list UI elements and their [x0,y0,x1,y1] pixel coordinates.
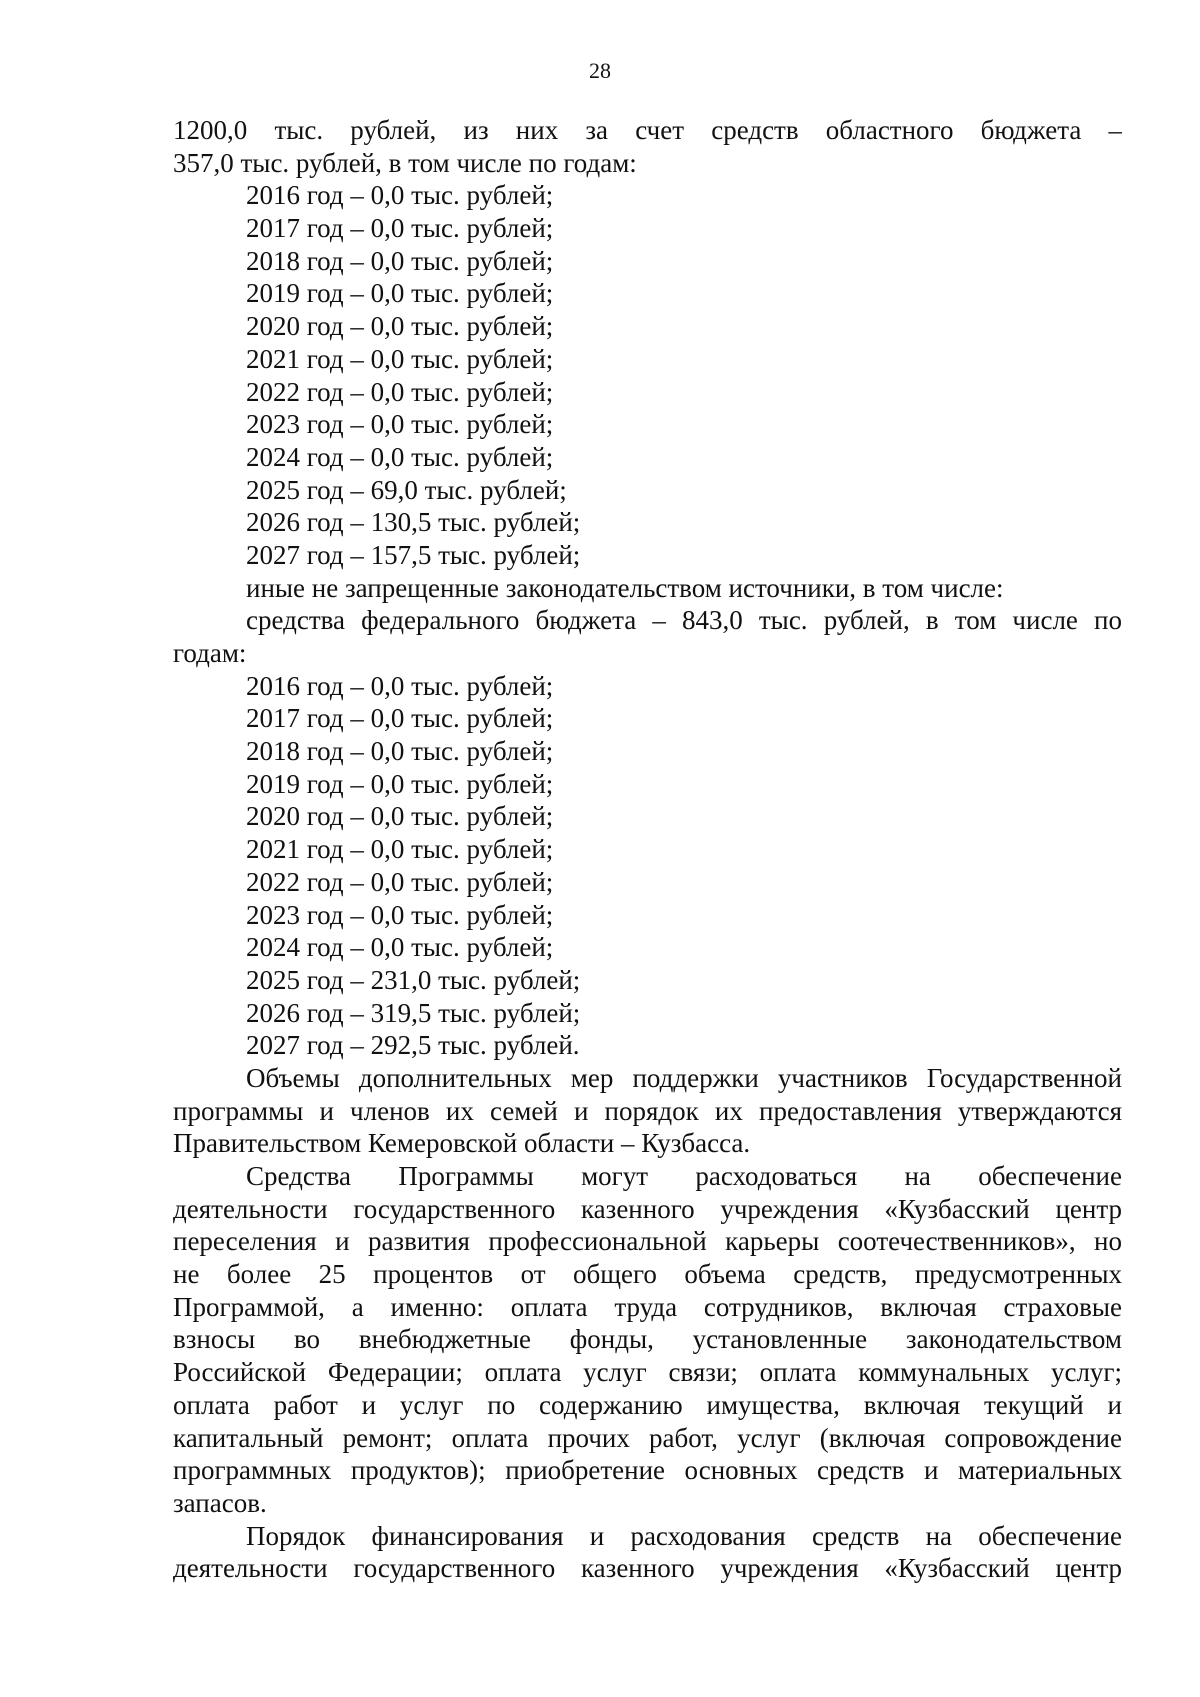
text-line: программы и членов их семей и порядок их предоставления утверждаются [173,1095,1122,1126]
text-line: Российской Федерации; оплата услуг связи; оплата коммунальных услуг; [173,1357,1122,1388]
text-line: 2020 год – 0,0 тыс. рублей; [246,311,554,342]
text-line: иные не запрещенные законодательством источники, в том числе: [246,572,1004,603]
text-line: 357,0 тыс. рублей, в том числе по годам: [173,147,637,178]
text-line: 2018 год – 0,0 тыс. рублей; [246,736,554,767]
text-line: 2023 год – 0,0 тыс. рублей; [246,409,554,440]
text-line: переселения и развития профессиональной карьеры соотечественников», но [173,1226,1122,1257]
text-line: программных продуктов); приобретение основных средств и материальных [173,1455,1122,1486]
text-line: 2017 год – 0,0 тыс. рублей; [246,213,554,244]
text-line: 2027 год – 292,5 тыс. рублей. [246,1030,580,1061]
text-line: 2024 год – 0,0 тыс. рублей; [246,441,554,472]
text-line: 2021 год – 0,0 тыс. рублей; [246,343,554,374]
text-line: 2025 год – 69,0 тыс. рублей; [246,474,567,505]
text-line: 2022 год – 0,0 тыс. рублей; [246,866,554,897]
text-line: Объемы дополнительных мер поддержки участников Государственной [246,1062,1122,1093]
document-body [173,114,1122,1585]
text-line: Порядок финансирования и расходования средств на обеспечение [246,1520,1122,1551]
text-line: взносы во внебюджетные фонды, установленные законодательством [173,1324,1122,1355]
text-line: капитальный ремонт; оплата прочих работ, услуг (включая сопровождение [173,1422,1122,1453]
text-line: Правительством Кемеровской области – Кузбасса. [173,1128,751,1159]
text-line: 1200,0 тыс. рублей, из них за счет средств областного бюджета – [173,115,1122,145]
text-line: 2022 год – 0,0 тыс. рублей; [246,376,554,407]
text-line: 2016 год – 0,0 тыс. рублей; [246,670,554,701]
text-line: 2027 год – 157,5 тыс. рублей; [246,539,581,570]
text-line: 2021 год – 0,0 тыс. рублей; [246,834,554,865]
text-line: годам: [173,638,247,668]
text-line: 2026 год – 130,5 тыс. рублей; [246,507,581,538]
text-line: Программой, а именно: оплата труда сотрудников, включая страховые [173,1291,1122,1322]
text-line: запасов. [173,1487,267,1518]
text-line: 2020 год – 0,0 тыс. рублей; [246,801,554,832]
text-line: 2024 год – 0,0 тыс. рублей; [246,932,554,963]
text-line: Средства Программы могут расходоваться на обеспечение [246,1161,1122,1191]
text-line: 2019 год – 0,0 тыс. рублей; [246,278,554,309]
text-line: оплата работ и услуг по содержанию имущества, включая текущий и [173,1389,1122,1420]
text-line: 2023 год – 0,0 тыс. рублей; [246,899,554,930]
text-line: 2019 год – 0,0 тыс. рублей; [246,768,554,799]
text-line: средства федерального бюджета – 843,0 тыс. рублей, в том числе по [246,605,1122,636]
page-number: 28 [589,58,611,83]
text-line: деятельности государственного казенного учреждения «Кузбасский центр [173,1553,1122,1584]
text-line: 2016 год – 0,0 тыс. рублей; [246,180,554,211]
text-line: не более 25 процентов от общего объема средств, предусмотренных [173,1259,1122,1290]
text-line: 2018 год – 0,0 тыс. рублей; [246,245,554,276]
text-line: 2026 год – 319,5 тыс. рублей; [246,997,581,1028]
text-line: деятельности государственного казенного учреждения «Кузбасский центр [173,1193,1122,1224]
text-line: 2017 год – 0,0 тыс. рублей; [246,703,554,734]
text-line: 2025 год – 231,0 тыс. рублей; [246,964,581,995]
